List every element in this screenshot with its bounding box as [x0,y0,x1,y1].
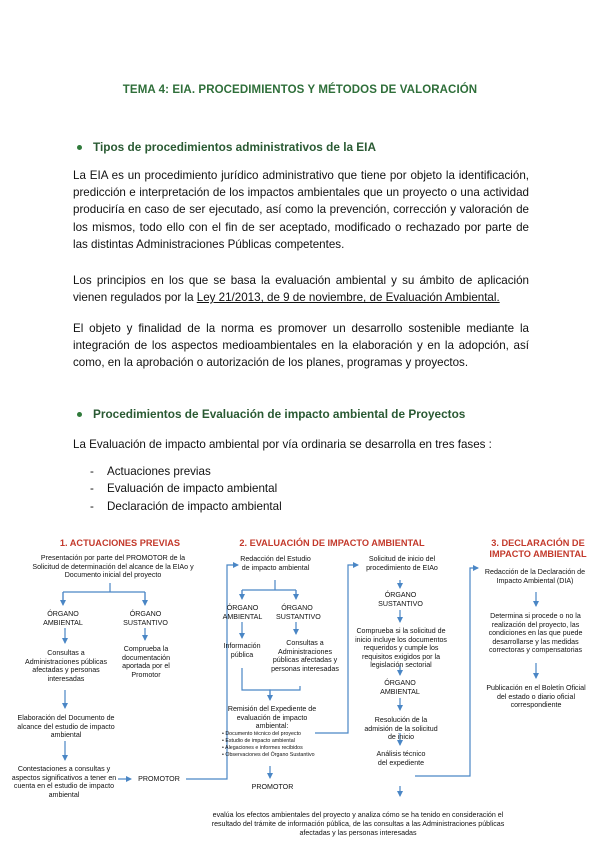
phase2-informacion-publica-node: Información pública [223,642,261,659]
phase3-redaccion-dia-node: Redacción de la Declaración de Impacto Ambiental (DIA) [484,568,586,585]
phase2-promotor-node: PROMOTOR [251,783,294,791]
phase2-comprueba-solicitud-node: Comprueba si la solicitud de inicio incluye los documentos requeridos y cumple los requisitos exigidos por la legislación sectorial [355,627,447,670]
phase1-organo-ambiental-node: ÓRGANO AMBIENTAL [43,610,83,627]
paragraph-principios-text: Los principios en los que se basa la evaluación ambiental y su ámbito de aplicación vienen regulados por la [73,274,529,305]
section-heading-text: Procedimientos de Evaluación de impacto ambiental de Proyectos [93,407,466,421]
analisis-footer-note: evalúa los efectos ambientales del proyecto y analiza cómo se ha tenido en consideración el resultado del trámite de información pública, de las consultas a las Administraciones públicas afectadas y las personas interesadas [211,811,505,838]
phase2-redaccion-estudio-node: Redacción del Estudio de impacto ambiental [240,555,311,572]
paragraph-objeto: El objeto y finalidad de la norma es promover un desarrollo sostenible mediante la integración de los aspectos medioambientales en la elaboración y en la adopción, así como, en la aprobación o autorización de los planes, programas y proyectos. [73,322,529,370]
section-heading-procedimientos [93,407,465,421]
expediente-item: • Estudio de impacto ambiental [222,737,295,744]
phase2b-organo-sustantivo-node: ÓRGANO SUSTANTIVO [378,591,423,608]
phase2-organo-sustantivo-node: ÓRGANO SUSTANTIVO [276,604,321,621]
phase1-contestaciones-node: Contestaciones a consultas y aspectos significativos a tener en cuenta en el estudio de impacto ambiental [11,765,117,799]
phase1-promotor-node: PROMOTOR [138,775,180,783]
phase2-consultas-node: Consultas a Administraciones públicas afectadas y personas interesadas [271,639,339,673]
page-title: TEMA 4: EIA. PROCEDIMIENTOS Y MÉTODOS DE VALORACIÓN [122,84,478,96]
bullet-dot [77,412,82,417]
phase2b-organo-ambiental-node: ÓRGANO AMBIENTAL [380,679,420,696]
phase1-documento-alcance-node: Elaboración del Documento de alcance del estudio de impacto ambiental [17,714,115,740]
phase1-heading: 1. ACTUACIONES PREVIAS [59,538,181,548]
phase1-comprueba-node: Comprueba la documentación aportada por el Promotor [121,645,171,679]
expediente-item: • Documento técnico del proyecto [222,730,301,737]
phase2-expediente-items [222,731,322,759]
ley-link[interactable]: Ley 21/2013, de 9 de noviembre, de Evaluación Ambiental. [196,291,500,305]
phase1-presentacion-node: Presentación por parte del PROMOTOR de la Solicitud de determinación del alcance de la EIAo y Documento inicial del proyecto [32,554,194,580]
procedure-diagram [0,528,600,848]
expediente-item: • Alegaciones e informes recibidos [222,744,303,751]
bullet-dot [77,145,82,150]
phase-item: - Evaluación de impacto ambiental [90,480,282,497]
phase-item: - Actuaciones previas [90,463,282,480]
phase1-consultas-node: Consultas a Administraciones públicas afectadas y personas interesadas [24,649,107,683]
phases-list [90,463,282,515]
section-heading-text: Tipos de procedimientos administrativos de la EIA [93,140,376,154]
phase2-resolucion-admision-node: Resolución de la admisión de la solicitud de inicio [364,716,438,742]
paragraph-principios [73,272,529,306]
phase2-solicitud-inicio-node: Solicitud de inicio del procedimiento de EIAo [366,555,438,572]
phase2-heading: 2. EVALUACIÓN DE IMPACTO AMBIENTAL [239,538,425,548]
phase-item: - Declaración de impacto ambiental [90,498,282,515]
phase2-analisis-tecnico-node: Análisis técnico del expediente [376,750,426,767]
phase1-organo-sustantivo-node: ÓRGANO SUSTANTIVO [123,610,168,627]
phase2-remision-title: Remisión del Expediente de evaluación de impacto ambiental: [227,705,317,731]
section-heading-tipos [93,140,376,154]
phase3-determina-node: Determina si procede o no la realización del proyecto, las condiciones en las que puede desarrollarse y las medidas correctoras y compensatorias [488,612,583,655]
phase2-remision-expediente-node [222,705,322,759]
phase3-heading: 3. DECLARACIÓN DE IMPACTO AMBIENTAL [489,538,587,559]
phase3-publicacion-node: Publicación en el Boletín Oficial del estado o diario oficial correspondiente [486,684,586,710]
expediente-item: • Observaciones del Órgano Sustantivo [222,751,315,758]
paragraph-eia-definition: La EIA es un procedimiento jurídico administrativo que tiene por objeto la identificación, predicción e interpretación de los impactos ambientales que un proyecto o una actividad produciría en caso de ser ejecutado, así como la prevención, corrección y valoración de los mismos, todo ello con el fin de ser aceptado, modificado o rechazado por parte de las distintas Administraciones Públicas competentes. [73,169,529,251]
phase2-organo-ambiental-node: ÓRGANO AMBIENTAL [222,604,263,621]
paragraph-fases-intro: La Evaluación de impacto ambiental por vía ordinaria se desarrolla en tres fases : [73,438,492,451]
